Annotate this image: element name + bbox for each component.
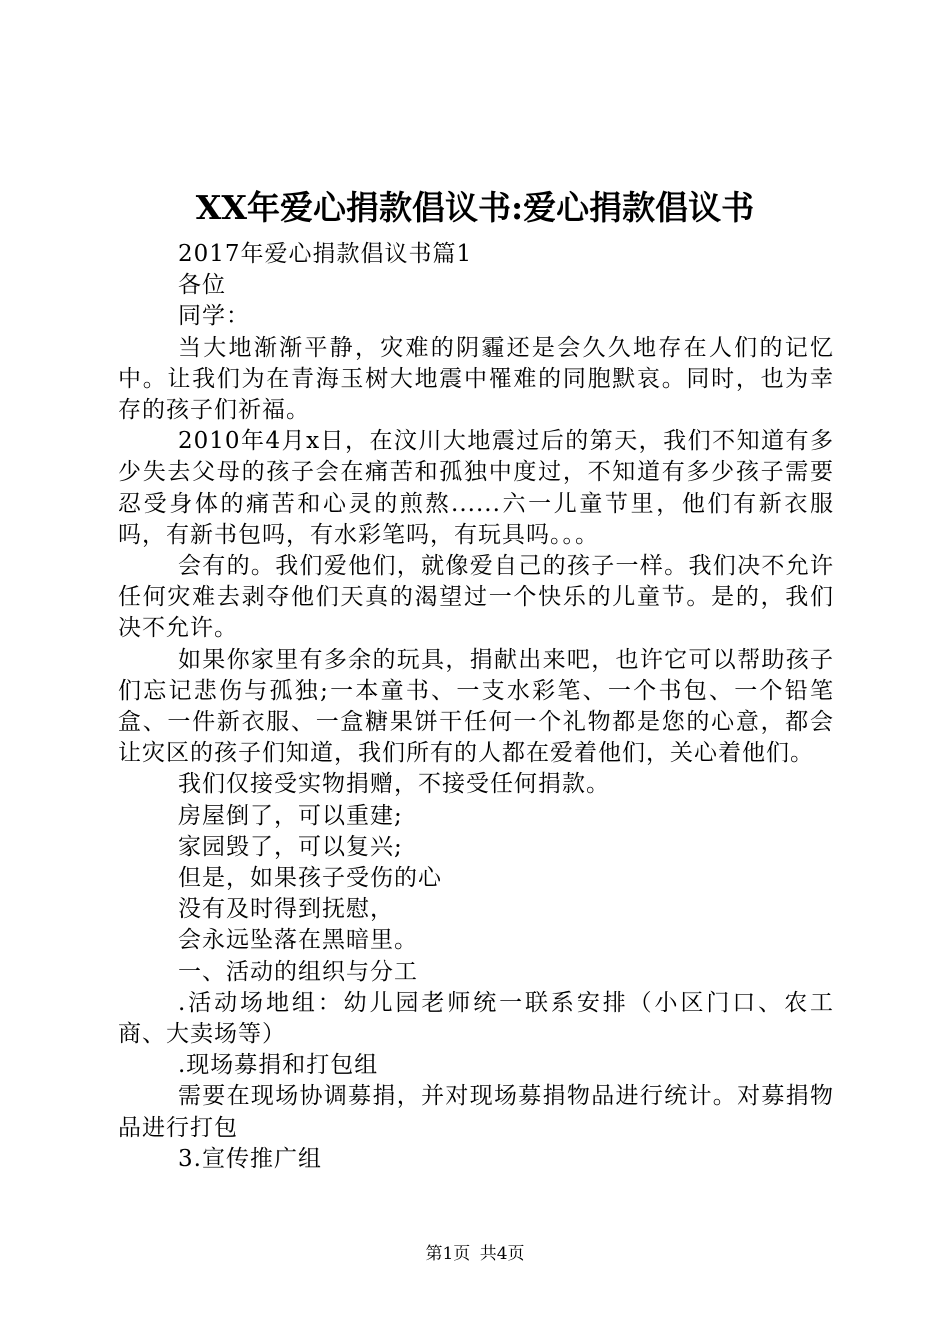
paragraph: 3.宣传推广组 <box>178 1145 322 1172</box>
paragraph: 需要在现场协调募捐，并对现场募捐物品进行统计。对募捐物品进行打包 <box>118 1083 834 1141</box>
page-number: 第1页 <box>425 1244 471 1264</box>
paragraph: 当大地渐渐平静，灾难的阴霾还是会久久地存在人们的记忆中。让我们为在青海玉树大地震中罹难的同胞默哀。同时，也为幸存的孩子们祈福。 <box>118 334 834 424</box>
document-title: XX年爱心捐款倡议书:爱心捐款倡议书 <box>195 188 755 227</box>
paragraph: 同学： <box>178 303 250 330</box>
paragraph: 房屋倒了，可以重建; <box>178 802 403 829</box>
paragraph: 家园毁了，可以复兴; <box>178 833 403 860</box>
document-body <box>118 239 834 1175</box>
paragraph: 各位 <box>178 272 226 299</box>
paragraph: 会永远坠落在黑暗里。 <box>178 927 418 954</box>
paragraph: 如果你家里有多余的玩具，捐献出来吧，也许它可以帮助孩子们忘记悲伤与孤独;一本童书、一支水彩笔、一个书包、一个铅笔盒、一件新衣服、一盒糖果饼干任何一个礼物都是您的心意，都会让灾区的孩子们知道，我们所有的人都在爱着他们，关心着他们。 <box>118 646 834 767</box>
paragraph: 但是，如果孩子受伤的心 <box>178 865 442 892</box>
paragraph: 没有及时得到抚慰， <box>178 896 394 923</box>
paragraph: 2017年爱心捐款倡议书篇1 <box>178 241 473 267</box>
paragraph: 2010年4月x日，在汶川大地震过后的第天，我们不知道有多少失去父母的孩子会在痛苦和孤独中度过，不知道有多少孩子需要忍受身体的痛苦和心灵的煎熬......六一儿童节里，他们有新衣服吗，有新书包吗，有水彩笔吗，有玩具吗。。。 <box>118 428 834 548</box>
paragraph: .活动场地组：幼儿园老师统一联系安排（小区门口、农工商、大卖场等） <box>118 989 834 1048</box>
page-total: 共4页 <box>479 1244 525 1264</box>
page-footer <box>0 1241 950 1267</box>
paragraph: 我们仅接受实物捐赠，不接受任何捐款。 <box>178 771 610 798</box>
paragraph: 会有的。我们爱他们，就像爱自己的孩子一样。我们决不允许任何灾难去剥夺他们天真的渴望过一个快乐的儿童节。是的，我们决不允许。 <box>118 553 834 642</box>
section-heading: 一、活动的组织与分工 <box>178 958 418 985</box>
paragraph: .现场募捐和打包组 <box>178 1052 379 1079</box>
